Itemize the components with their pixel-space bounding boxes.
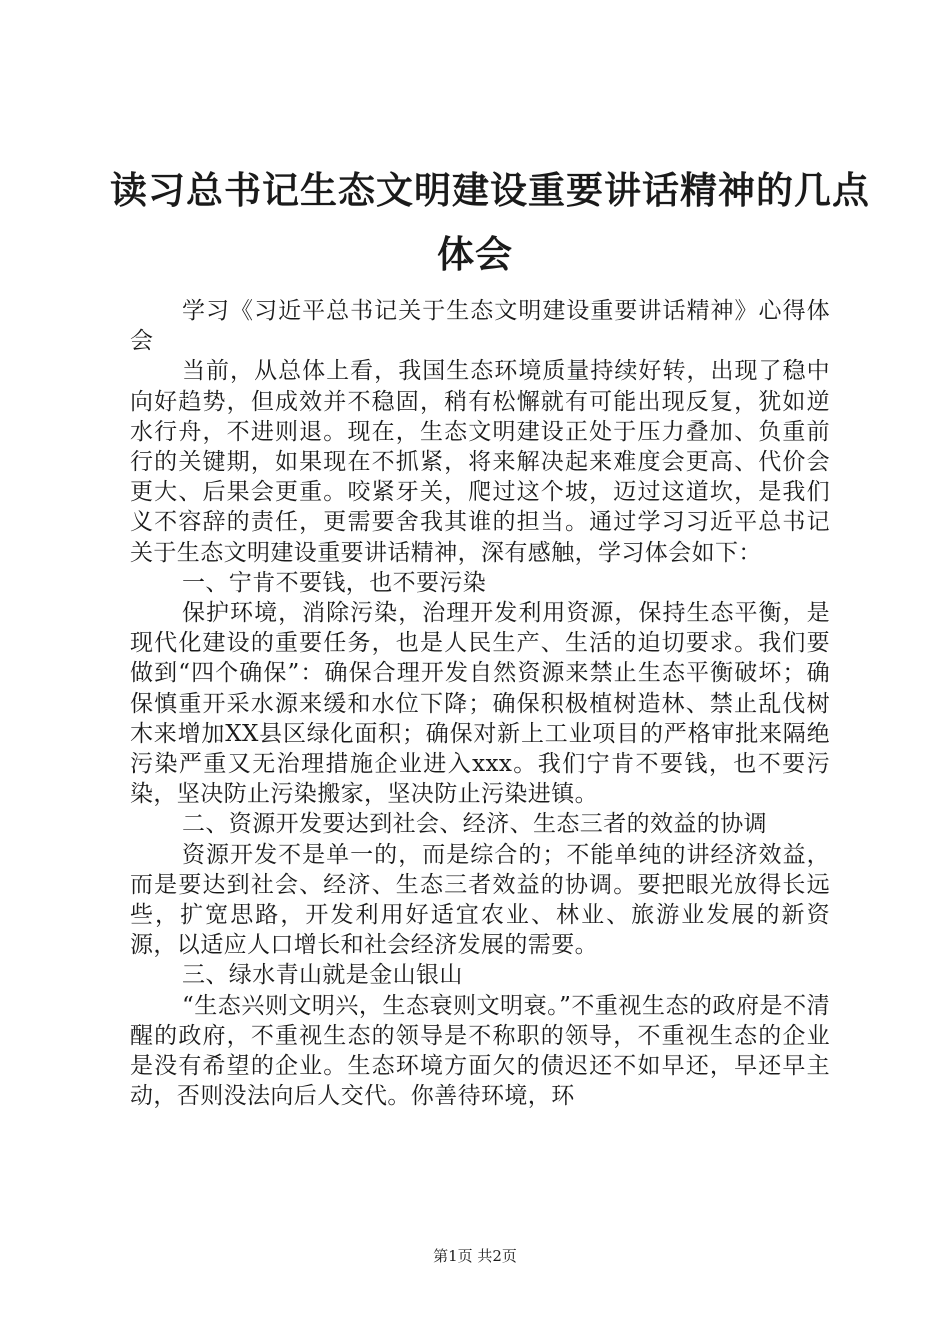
page-footer: 第1页 共2页 [433,1247,517,1265]
document-title-line-2: 体会 [437,233,513,276]
section-heading-2: 二、资源开发要达到社会、经济、生态三者的效益的协调 [182,811,767,838]
document-body [130,296,830,1111]
section-heading-3: 三、绿水青山就是金山银山 [182,962,463,989]
paragraph-intro: 当前，从总体上看，我国生态环境质量持续好转，出现了稳中向好趋势，但成效并不稳固，稍有松懈就有可能出现反复，犹如逆水行舟，不进则退。现在，生态文明建设正处于压力叠加、负重前行的关键期，如果现在不抓紧，将来解决起来难度会更高、代价会更大、后果会更重。咬紧牙关，爬过这个坡，迈过这道坎，是我们义不容辞的责任，更需要舍我其谁的担当。通过学习习近平总书记关于生态文明建设重要讲话精神，深有感触，学习体会如下： [130,358,830,566]
paragraph-section-3: “生态兴则文明兴，生态衰则文明衰。”不重视生态的政府是不清醒的政府，不重视生态的领导是不称职的领导，不重视生态的企业是没有希望的企业。生态环境方面欠的债迟还不如早还，早还早主动，否则没法向后人交代。你善待环境，环 [130,992,830,1110]
document-title-line-1: 读习总书记生态文明建设重要讲话精神的几点 [110,169,870,212]
paragraph-section-2: 资源开发不是单一的，而是综合的；不能单纯的讲经济效益，而是要达到社会、经济、生态三者效益的协调。要把眼光放得长远些，扩宽思路，开发利用好适宜农业、林业、旅游业发展的新资源，以适应人口增长和社会经济发展的需要。 [130,841,830,959]
paragraph-section-1: 保护环境，消除污染，治理开发利用资源，保持生态平衡，是现代化建设的重要任务，也是人民生产、生活的迫切要求。我们要做到“四个确保”：确保合理开发自然资源来禁止生态平衡破坏；确保慎重开采水源来缓和水位下降；确保积极植树造林、禁止乱伐树木来增加XX县区绿化面积；确保对新上工业项目的严格审批来隔绝污染严重又无治理措施企业进入xxx。我们宁肯不要钱，也不要污染，坚决防止污染搬家，坚决防止污染进镇。 [130,600,830,808]
paragraph-subtitle: 学习《习近平总书记关于生态文明建设重要讲话精神》心得体会 [130,298,830,355]
section-heading-1: 一、宁肯不要钱，也不要污染 [182,569,487,596]
